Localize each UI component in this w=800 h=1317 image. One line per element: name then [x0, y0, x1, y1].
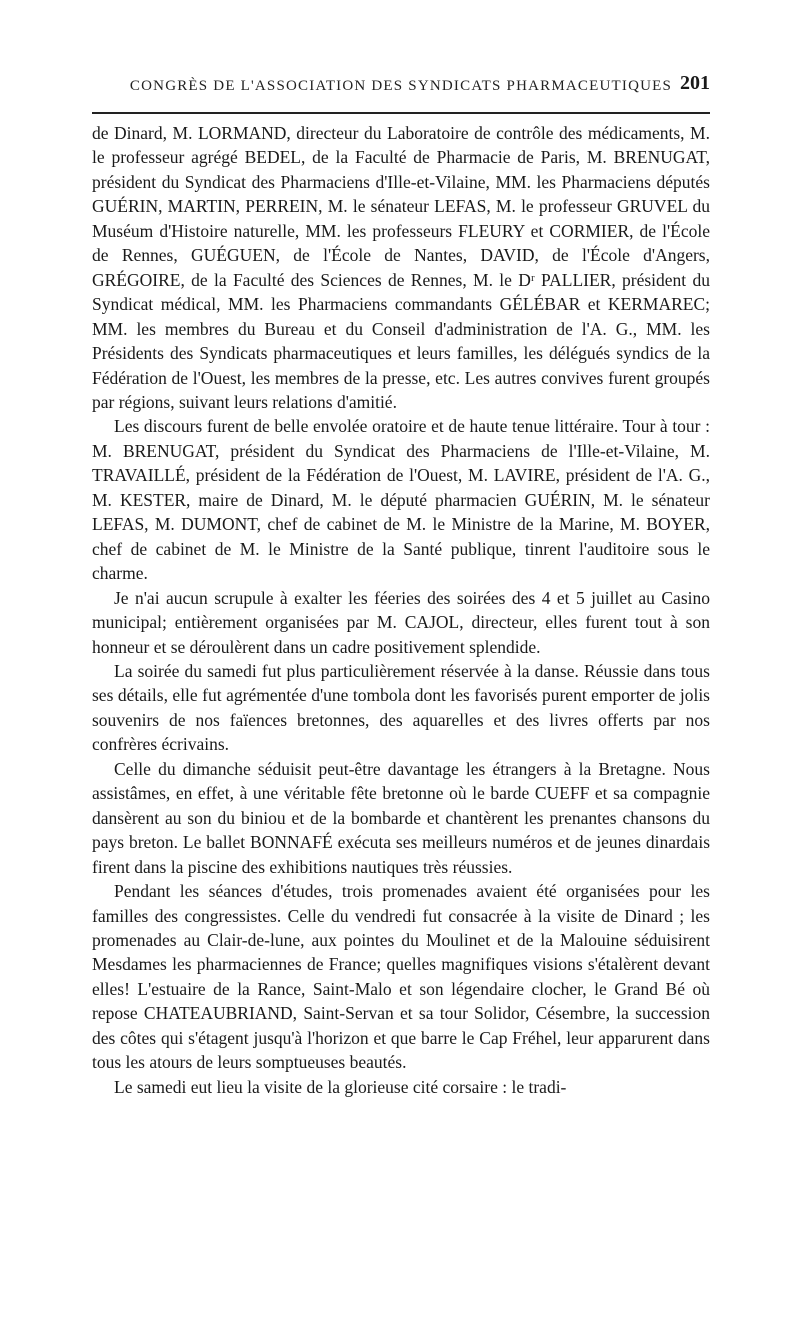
body-text: [92, 121, 710, 1099]
page-header: [92, 70, 710, 104]
running-title: CONGRÈS DE L'ASSOCIATION DES SYNDICATS PHARMACEUTIQUES: [129, 78, 673, 94]
paragraph: Celle du dimanche séduisit peut-être davantage les étrangers à la Bretagne. Nous assistâmes, en effet, à une véritable fête bretonne où le barde CUEFF et sa compagnie dansèrent au son du biniou et de la bombarde et chantèrent les prenantes chansons du pays breton. Le ballet BONNAFÉ exécuta ses meilleurs numéros et de jeunes dinardais firent dans la piscine des exhibitions nautiques très réussies.: [92, 758, 710, 877]
paragraph: Pendant les séances d'études, trois promenades avaient été organisées pour les familles des congressistes. Celle du vendredi fut consacrée à la visite de Dinard ; les promenades au Clair-de-lune, aux pointes du Moulinet et de la Malouine séduisirent Mesdames les pharmaciennes de France; quelles magnifiques visions s'étalèrent devant elles! L'estuaire de la Rance, Saint-Malo et son légendaire clocher, le Grand Bé où repose CHATEAUBRIAND, Saint-Servan et sa tour Solidor, Césembre, la succession des côtes qui s'étagent jusqu'à l'horizon et que barre le Cap Fréhel, leur apparurent dans tous les atours de leurs somptueuses beautés.: [92, 881, 710, 1073]
paragraph: Les discours furent de belle envolée oratoire et de haute tenue littéraire. Tour à tour : M. BRENUGAT, président du Syndicat des Pharmaciens de l'Ille-et-Vilaine, M. TRAVAILLÉ, président de la Fédération de l'Ouest, M. LAVIRE, président de l'A. G., M. KESTER, maire de Dinard, M. le député pharmacien GUÉRIN, M. le sénateur LEFAS, M. DUMONT, chef de cabinet de M. le Ministre de la Marine, M. BOYER, chef de cabinet de M. le Ministre de la Santé publique, tinrent l'auditoire sous le charme.: [92, 416, 710, 584]
page-number: 201: [680, 72, 710, 94]
paragraph: La soirée du samedi fut plus particulièrement réservée à la danse. Réussie dans tous ses détails, elle fut agrémentée d'une tombola dont les favorisés purent emporter de jolis souvenirs de nos faïences bretonnes, des aquarelles et des livres offerts par nos confrères écrivains.: [92, 660, 710, 755]
header-rule: [92, 112, 710, 114]
paragraph: Je n'ai aucun scrupule à exalter les féeries des soirées des 4 et 5 juillet au Casino municipal; entièrement organisées par M. CAJOL, directeur, elles furent tout à son honneur et se déroulèrent dans un cadre positivement splendide.: [92, 587, 710, 657]
paragraph: Le samedi eut lieu la visite de la glorieuse cité corsaire : le tradi-: [114, 1076, 567, 1097]
paragraph: de Dinard, M. LORMAND, directeur du Laboratoire de contrôle des médicaments, M. le professeur agrégé BEDEL, de la Faculté de Pharmacie de Paris, M. BRENUGAT, président du Syndicat des Pharmaciens d'Ille-et-Vilaine, MM. les Pharmaciens députés GUÉRIN, MARTIN, PERREIN, M. le sénateur LEFAS, M. le professeur GRUVEL du Muséum d'Histoire naturelle, MM. les professeurs FLEURY et CORMIER, de l'École de Rennes, GUÉGUEN, de l'École de Nantes, DAVID, de l'École d'Angers, GRÉGOIRE, de la Faculté des Sciences de Rennes, M. le Dʳ PALLIER, président du Syndicat médical, MM. les Pharmaciens commandants GÉLÉBAR et KERMAREC; MM. les membres du Bureau et du Conseil d'administration de l'A. G., MM. les Présidents des Syndicats pharmaceutiques et leurs familles, les délégués syndics de la Fédération de l'Ouest, les membres de la presse, etc. Les autres convives furent groupés par régions, suivant leurs relations d'amitié.: [92, 123, 710, 412]
